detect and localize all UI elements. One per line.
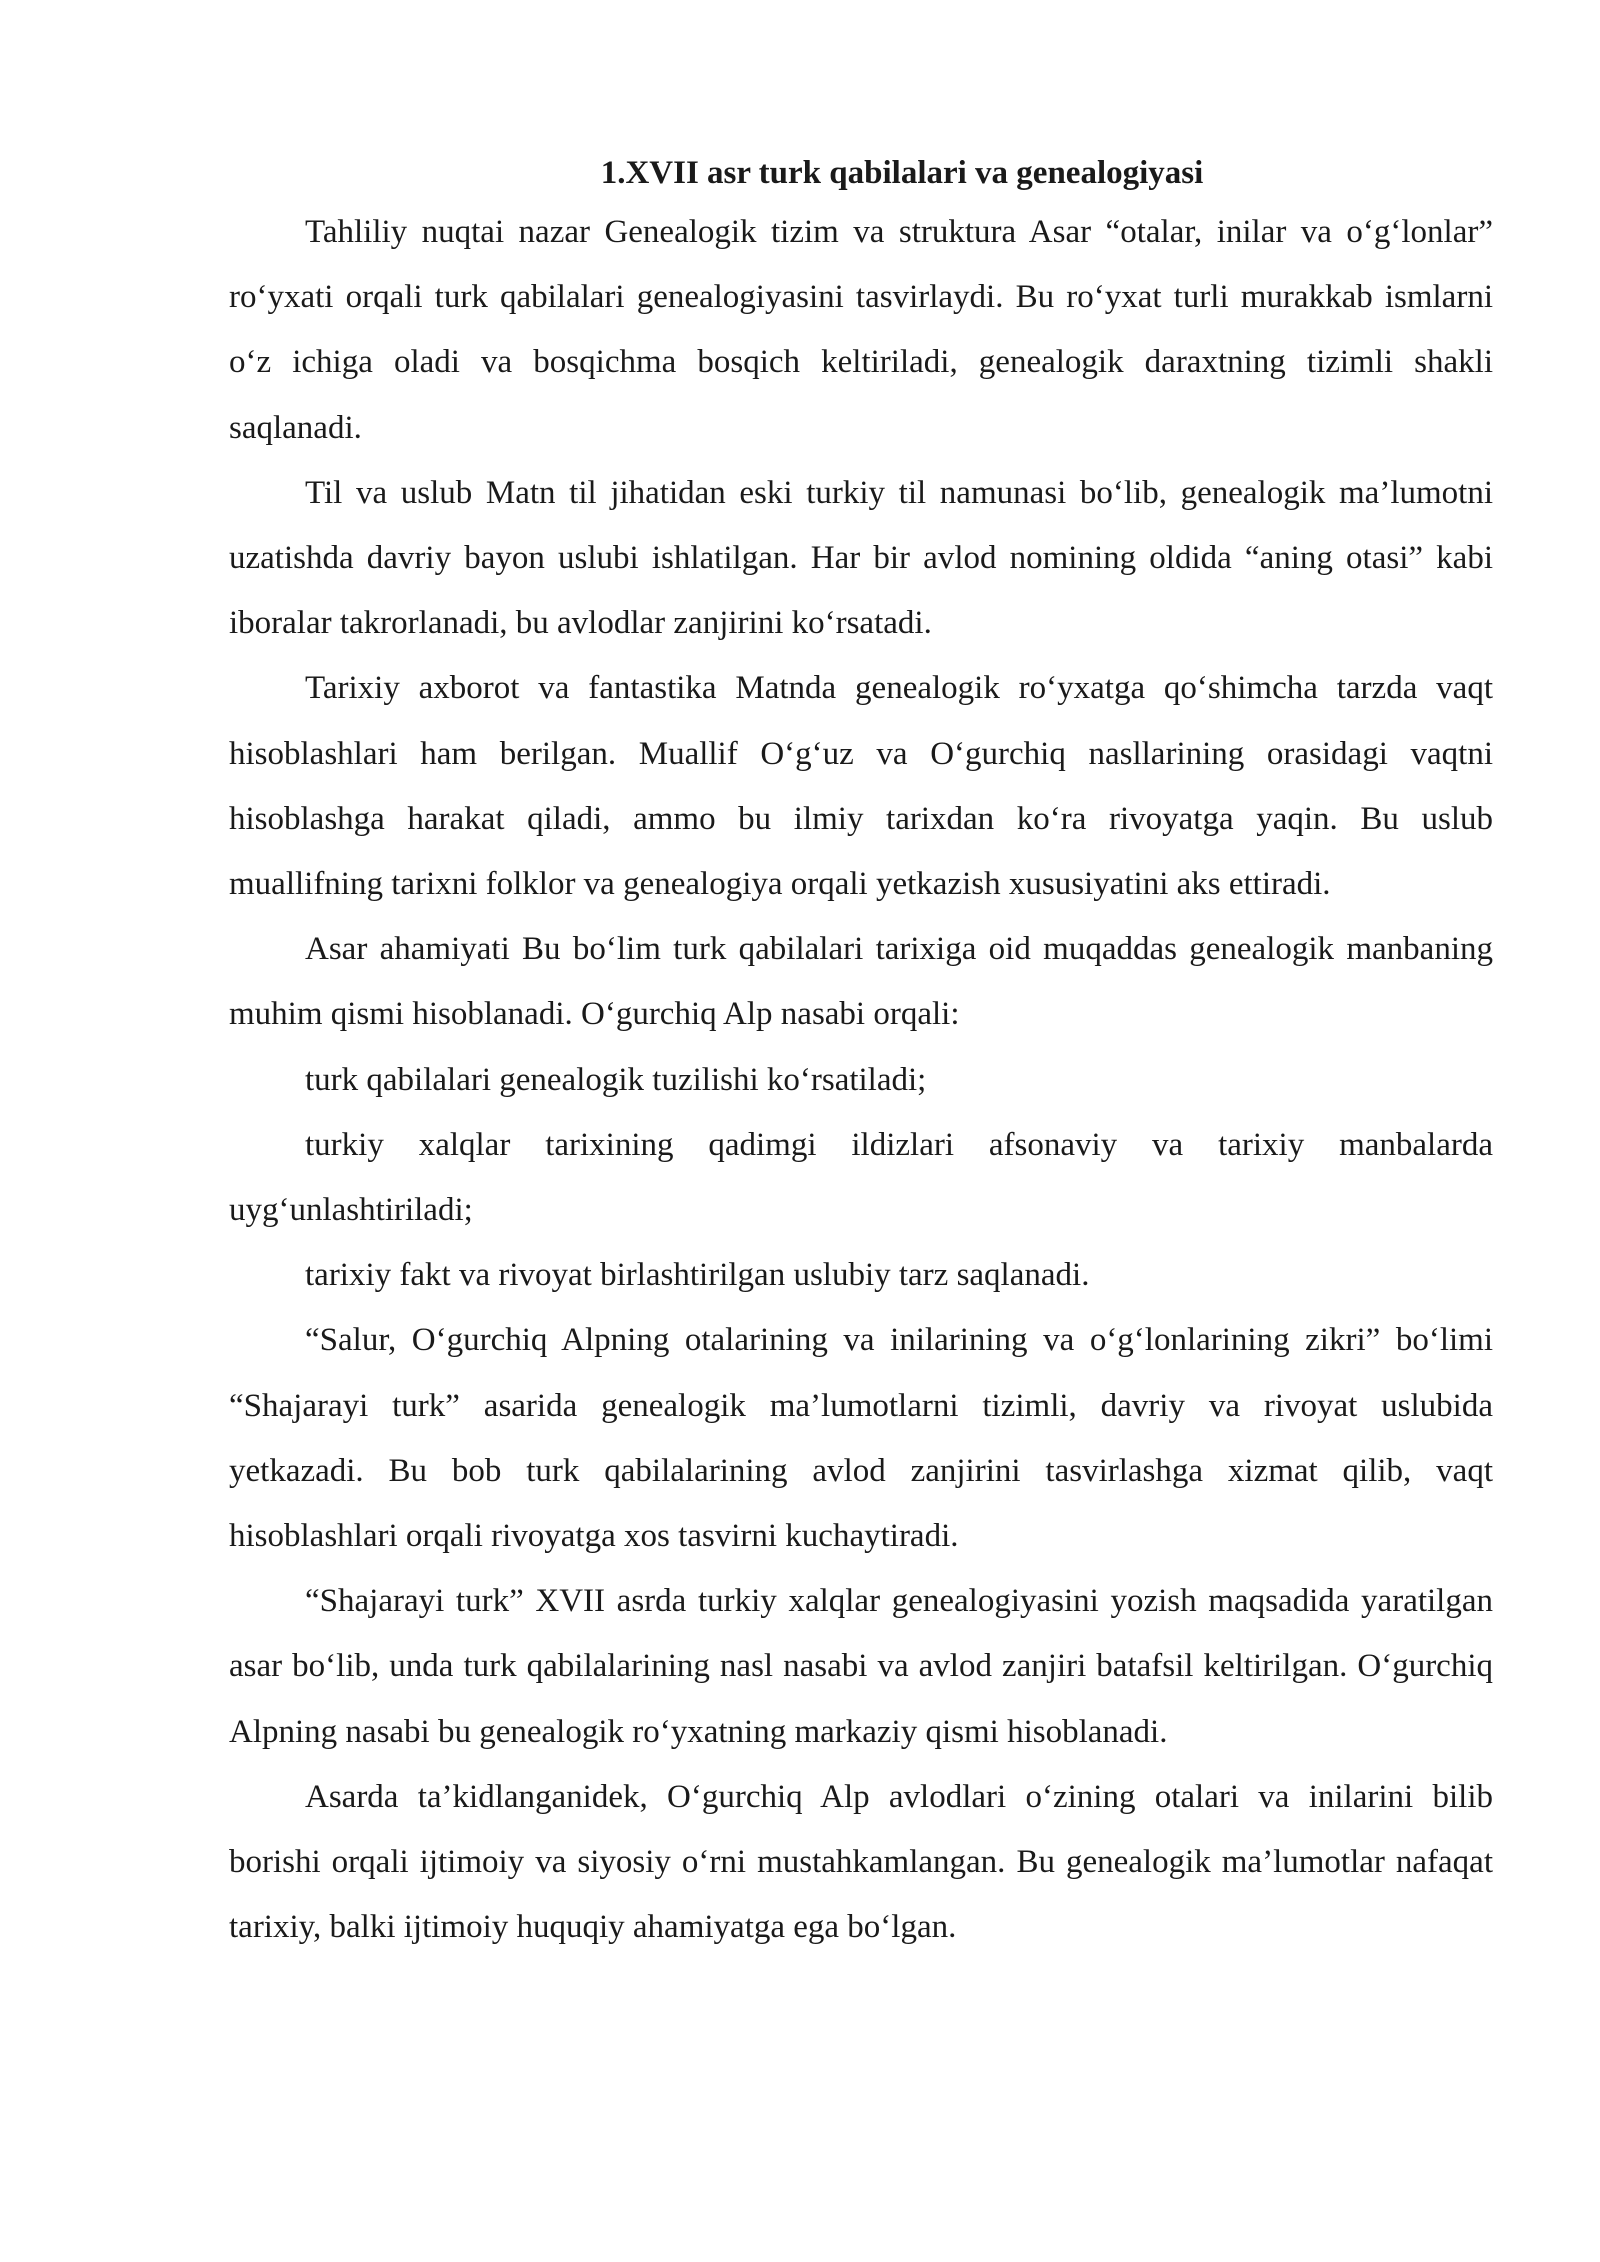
- section-heading: 1.XVII asr turk qabilalari va genealogiyasi: [600, 155, 1204, 191]
- list-item-fact-and-legend: tarixiy fakt va rivoyat birlashtirilgan uslubiy tarz saqlanadi.: [305, 1257, 1090, 1294]
- paragraph-language-style: Til va uslub Matn til jihatidan eski turkiy til namunasi bo‘lib, genealogik ma’lumotni uzatishda davriy bayon uslubi ishlatilgan. Har bir avlod nomining oldida “aning otasi” kabi iboralar takrorlanadi, bu avlodlar zanjirini ko‘rsatadi.: [229, 474, 1493, 642]
- paragraph-salur-section: “Salur, O‘gurchiq Alpning otalarining va inilarining va o‘g‘lonlarining zikri” bo‘limi “Shajarayi turk” asarida genealogik ma’lumotlarni tizimli, davriy va rivoyat uslubida yetkazadi. Bu bob turk qabilalarining avlod zanjirini tasvirlashga xizmat qilib, vaqt hisoblashlari orqali rivoyatga xos tasvirni kuchaytiradi.: [229, 1322, 1493, 1555]
- paragraph-genealogical-system: Tahliliy nuqtai nazar Genealogik tizim va struktura Asar “otalar, inilar va o‘g‘lonlar” ro‘yxati orqali turk qabilalari genealogiyasini tasvirlaydi. Bu ro‘yxat turli murakkab ismlarni o‘z ichiga oladi va bosqichma bosqich keltiriladi, genealogik daraxtning tizimli shakli saqlanadi.: [229, 214, 1493, 446]
- list-item-tribal-structure: turk qabilalari genealogik tuzilishi ko‘rsatiladi;: [305, 1061, 927, 1098]
- list-item-ancient-roots: turkiy xalqlar tarixining qadimgi ildizlari afsonaviy va tarixiy manbalarda uyg‘unlashtiriladi;: [229, 1126, 1493, 1229]
- paragraph-shajarayi-turk: “Shajarayi turk” XVII asrda turkiy xalqlar genealogiyasini yozish maqsadida yaratilgan asar bo‘lib, unda turk qabilalarining nasl nasabi va avlod zanjiri batafsil keltirilgan. O‘gurchiq Alpning nasabi bu genealogik ro‘yxatning markaziy qismi hisoblanadi.: [229, 1583, 1493, 1750]
- paragraph-significance: Asar ahamiyati Bu bo‘lim turk qabilalari tarixiga oid muqaddas genealogik manbaning muhim qismi hisoblanadi. O‘gurchiq Alp nasabi orqali:: [229, 931, 1493, 1033]
- paragraph-history-fiction: Tarixiy axborot va fantastika Matnda genealogik ro‘yxatga qo‘shimcha tarzda vaqt hisoblashlari ham berilgan. Muallif O‘g‘uz va O‘gurchiq nasllarining orasidagi vaqtni hisoblashga harakat qiladi, ammo bu ilmiy tarixdan ko‘ra rivoyatga yaqin. Bu uslub muallifning tarixni folklor va genealogiya orqali yetkazish xususiyatini aks ettiradi.: [229, 670, 1493, 903]
- paragraph-conclusion: Asarda ta’kidlanganidek, O‘gurchiq Alp avlodlari o‘zining otalari va inilarini bilib borishi orqali ijtimoiy va siyosiy o‘rni mustahkamlangan. Bu genealogik ma’lumotlar nafaqat tarixiy, balki ijtimoiy huquqiy ahamiyatga ega bo‘lgan.: [229, 1778, 1493, 1946]
